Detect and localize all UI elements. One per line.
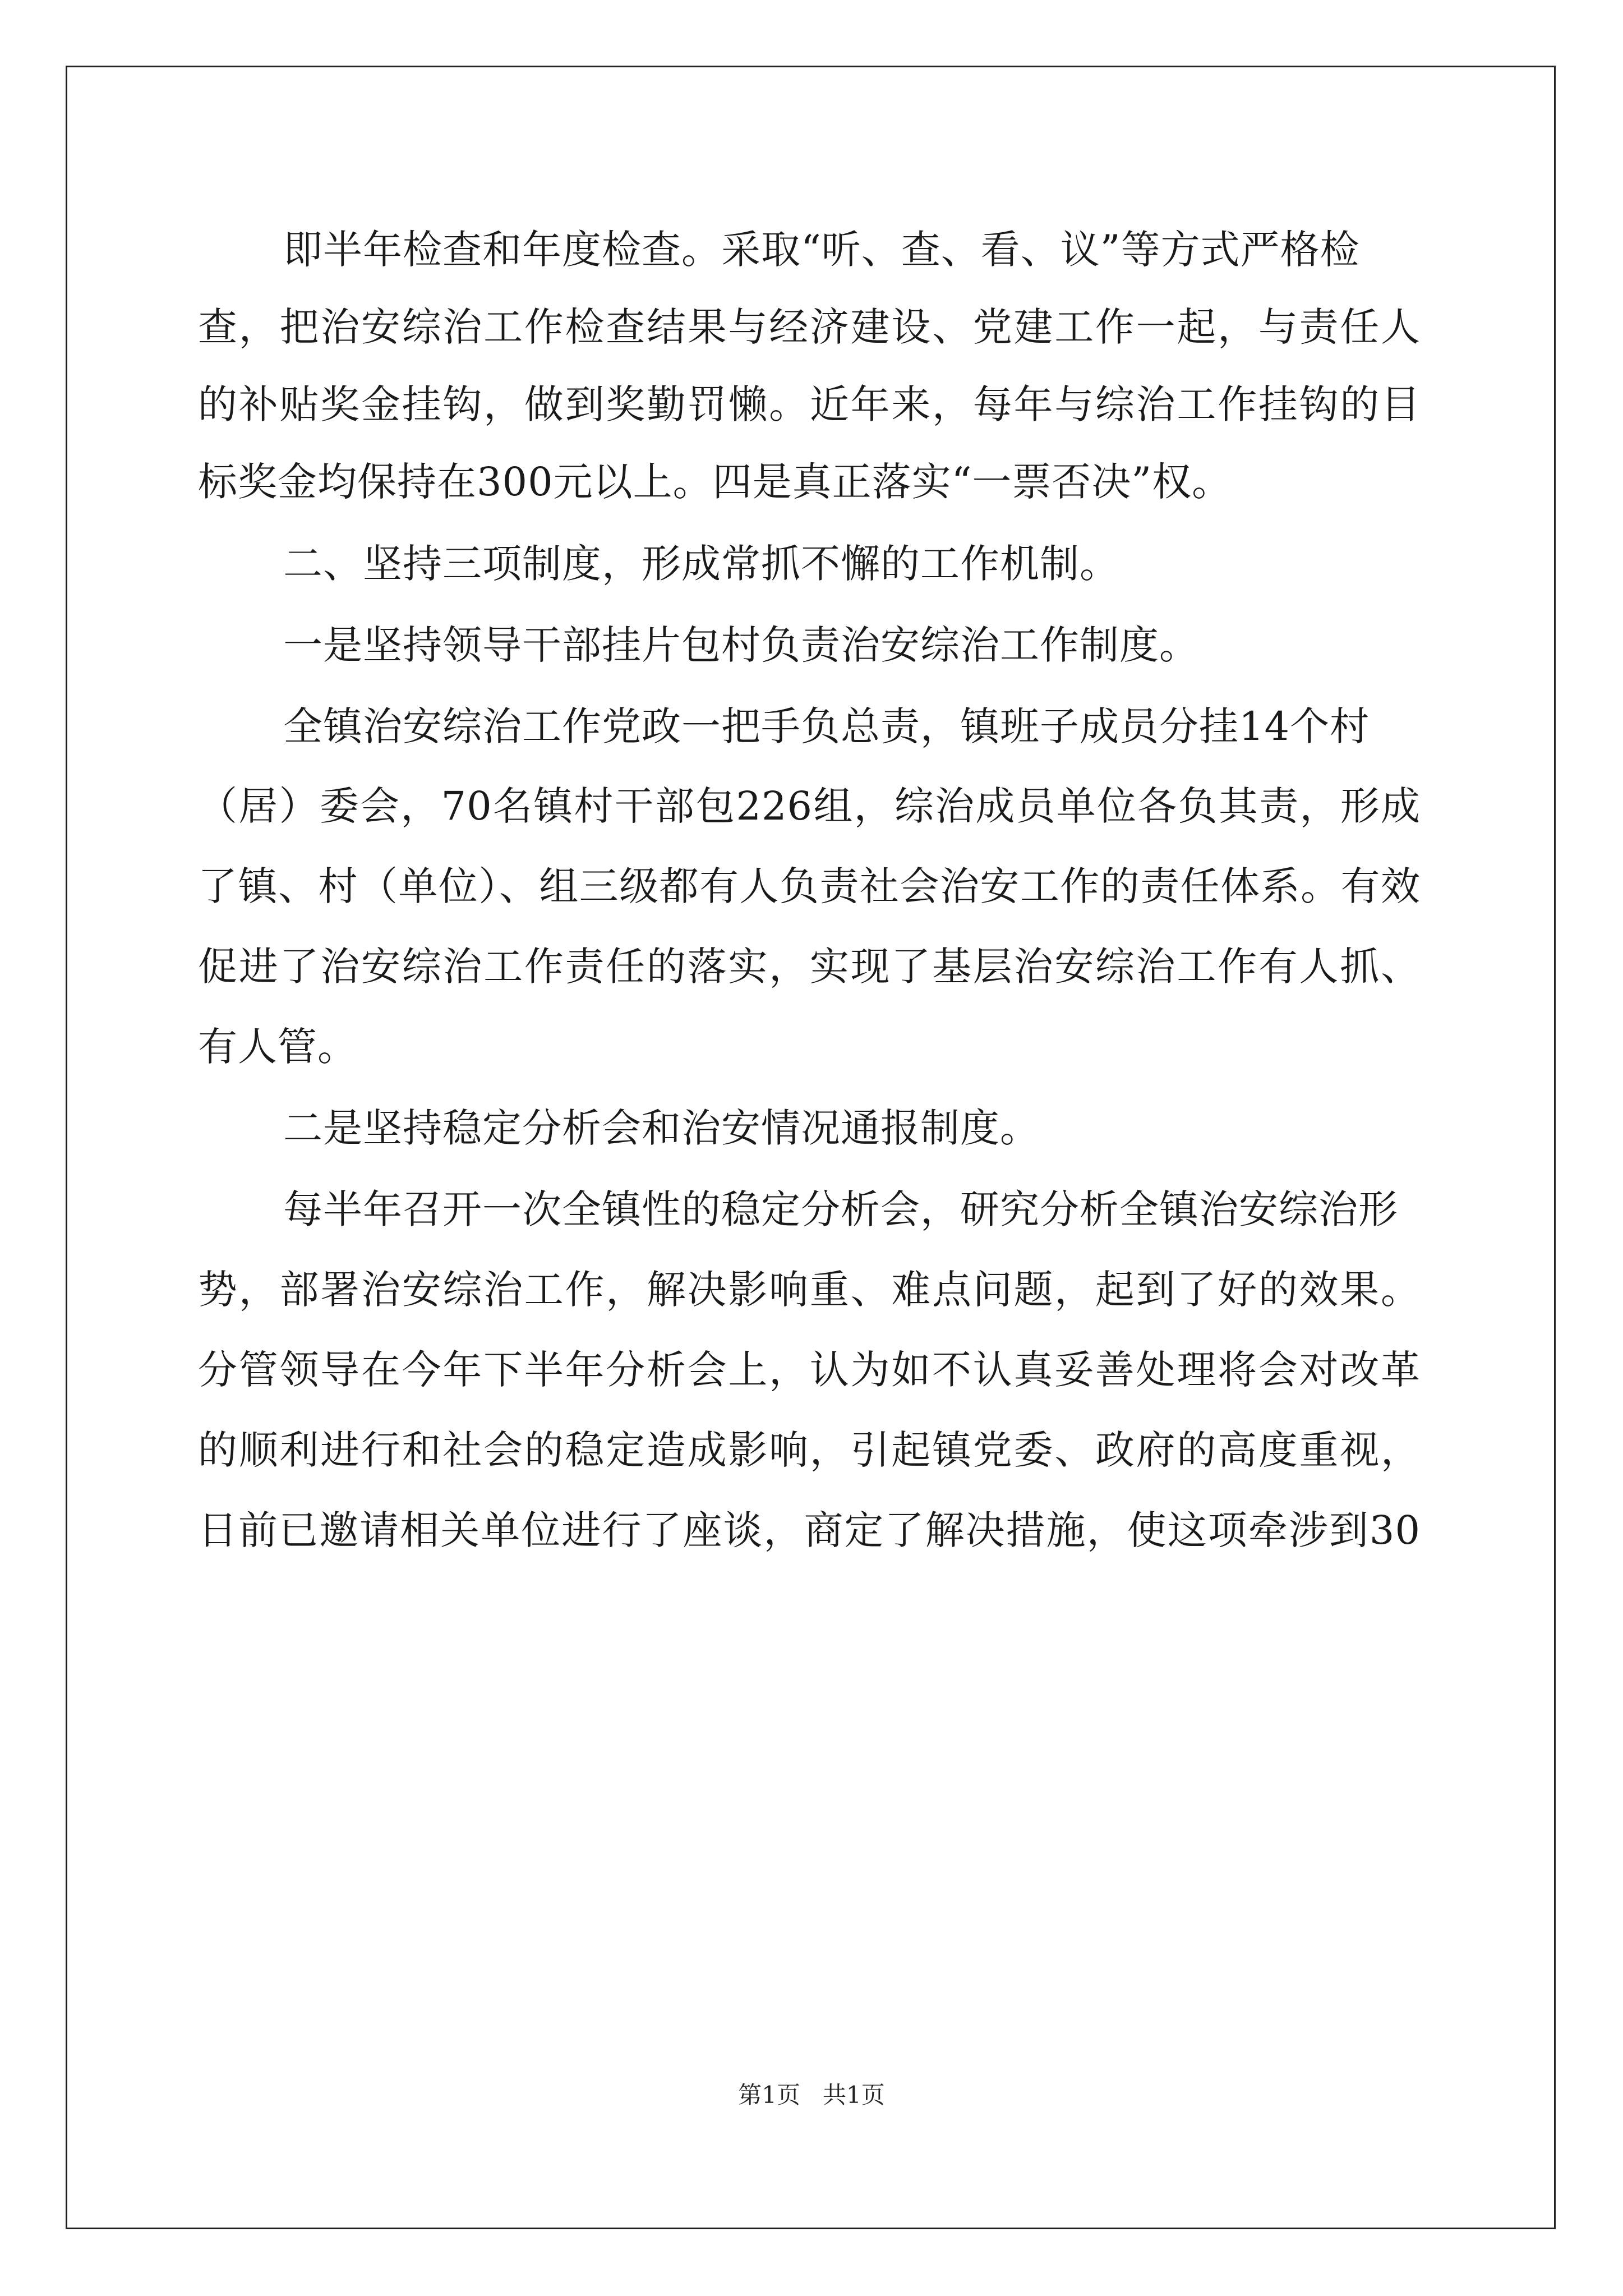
paragraph-line: 查，把治安综治工作检查结果与经济建设、党建工作一起，与责任人	[198, 304, 1421, 350]
paragraph-line: 了镇、村（单位）、组三级都有人负责社会治安工作的责任体系。有效	[198, 863, 1421, 909]
paragraph-line: 分管领导在今年下半年分析会上，认为如不认真妥善处理将会对改革	[198, 1347, 1421, 1393]
paragraph-line: 标奖金均保持在300元以上。四是真正落实“一票否决”权。	[198, 459, 1232, 505]
subsection-heading: 二是坚持稳定分析会和治安情况通报制度。	[283, 1105, 1040, 1151]
paragraph-line: （居）委会，70名镇村干部包226组，综治成员单位各负其责，形成	[198, 783, 1421, 829]
page-footer: 第1页 共1页	[738, 2081, 885, 2109]
paragraph-line: 的补贴奖金挂钩，做到奖勤罚懒。近年来，每年与综治工作挂钩的目	[198, 381, 1421, 427]
section-heading: 二、坚持三项制度，形成常抓不懈的工作机制。	[283, 541, 1119, 587]
paragraph-line: 促进了治安综治工作责任的落实，实现了基层治安综治工作有人抓、	[198, 944, 1421, 990]
paragraph-line: 有人管。	[198, 1024, 357, 1070]
paragraph-line: 的顺利进行和社会的稳定造成影响，引起镇党委、政府的高度重视，	[198, 1427, 1421, 1473]
paragraph-line: 即半年检查和年度检查。采取“听、查、看、议”等方式严格检	[283, 227, 1360, 273]
paragraph-line: 每半年召开一次全镇性的稳定分析会，研究分析全镇治安综治形	[283, 1186, 1398, 1232]
paragraph-line: 势，部署治安综治工作，解决影响重、难点问题，起到了好的效果。	[198, 1267, 1421, 1313]
paragraph-line: 全镇治安综治工作党政一把手负总责，镇班子成员分挂14个村	[283, 703, 1370, 749]
paragraph-line: 日前已邀请相关单位进行了座谈，商定了解决措施，使这项牵涉到30	[198, 1507, 1421, 1553]
subsection-heading: 一是坚持领导干部挂片包村负责治安综治工作制度。	[283, 622, 1199, 668]
